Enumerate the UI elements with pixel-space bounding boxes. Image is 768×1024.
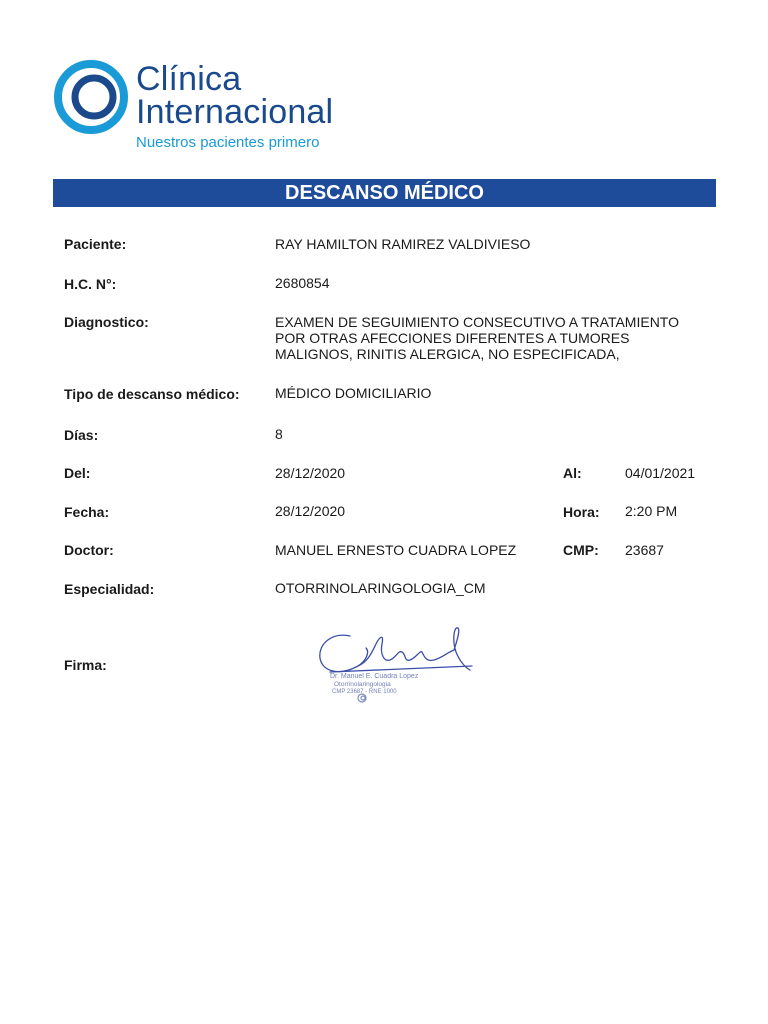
doctor-value: MANUEL ERNESTO CUADRA LOPEZ	[275, 542, 517, 558]
hc-value: 2680854	[275, 275, 330, 291]
days-value: 8	[275, 426, 283, 442]
stamp-line-1: Dr. Manuel E. Cuadra Lopez	[330, 673, 419, 680]
doctor-label: Doctor:	[64, 542, 114, 558]
diagnosis-line-3: MALIGNOS, RINITIS ALERGICA, NO ESPECIFICADA,	[275, 346, 620, 362]
diagnosis-line-2: POR OTRAS AFECCIONES DIFERENTES A TUMORES	[275, 330, 630, 346]
date-label: Fecha:	[64, 504, 110, 520]
from-label: Del:	[64, 465, 91, 481]
diagnosis-label: Diagnostico:	[64, 314, 149, 330]
logo-text-internacional: Internacional	[136, 93, 334, 131]
signature-label: Firma:	[64, 657, 107, 673]
to-label: Al:	[563, 465, 582, 481]
hc-label: H.C. N°:	[64, 276, 117, 292]
logo-text-clinica: Clínica	[136, 60, 242, 98]
document-title: DESCANSO MÉDICO	[53, 179, 716, 207]
stamp-line-3: CMP 23687 - RNE 1000	[332, 689, 397, 695]
cmp-value: 23687	[625, 542, 664, 558]
cmp-label: CMP:	[563, 542, 599, 558]
clinic-logo	[54, 58, 354, 158]
date-value: 28/12/2020	[275, 503, 346, 519]
days-label: Días:	[64, 427, 99, 443]
rest-type-label: Tipo de descanso médico:	[64, 386, 240, 402]
diagnosis-line-1: EXAMEN DE SEGUIMIENTO CONSECUTIVO A TRATAMIENTO	[275, 314, 679, 330]
patient-label: Paciente:	[64, 236, 127, 252]
stamp-line-2: Otorrinolaringologia	[334, 681, 391, 688]
from-value: 28/12/2020	[275, 465, 346, 481]
time-label: Hora:	[563, 504, 600, 520]
patient-value: RAY HAMILTON RAMIREZ VALDIVIESO	[275, 236, 531, 252]
to-value: 04/01/2021	[625, 465, 696, 481]
specialty-value: OTORRINOLARINGOLOGIA_CM	[275, 580, 486, 596]
rest-type-value: MÉDICO DOMICILIARIO	[275, 385, 432, 401]
specialty-label: Especialidad:	[64, 581, 155, 597]
logo-tagline: Nuestros pacientes primero	[136, 134, 320, 151]
doctor-signature-image	[310, 622, 480, 704]
time-value: 2:20 PM	[625, 503, 678, 519]
clinic-logo-icon	[54, 60, 128, 134]
